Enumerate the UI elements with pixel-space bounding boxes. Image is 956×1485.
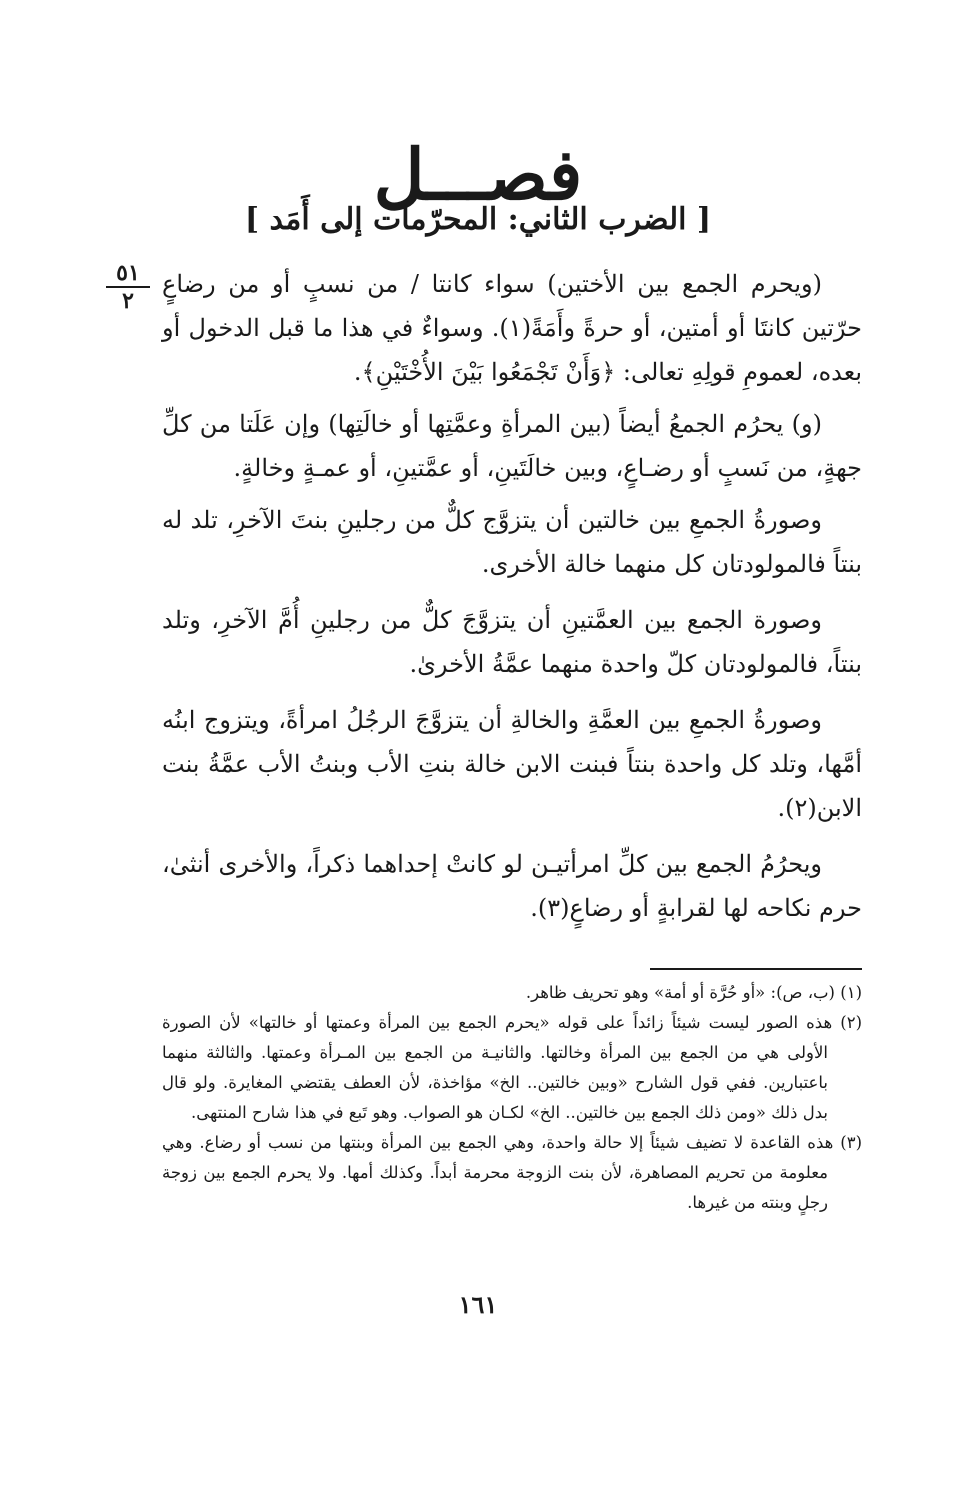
paragraph-aunts: (و) يحرُم الجمعُ أيضاً (بين المرأةِ وعمَّتِها أو خالَتِها) وإن عَلَتا من كلِّ جهةٍ، من نَسبٍ أو رضـاعٍ، وبين خالَتَينِ، أو عمَّتينِ، أو عمـةٍ وخالةٍ. [162, 410, 862, 482]
paragraph-two-maternal-aunts: وصورةُ الجمعِ بين خالتين أن يتزوَّج كلٌّ من رجلينِ بنتَ الآخرِ، تلد له بنتاً فالمولودتان كل منهما خالة الأخرى. [162, 506, 862, 578]
footnotes [162, 978, 862, 1218]
paragraph-two-paternal-aunts: وصورة الجمع بين العمَّتينِ أن يتزوَّجَ كلٌّ من رجلينِ أُمَّ الآخرِ، وتلد بنتاً، فالمولودتان كلّ واحدة منهما عمَّةُ الأخرىٰ. [162, 606, 862, 678]
paragraph-general-rule: ويحرُمُ الجمع بين كلِّ امرأتيـن لو كانتْ إحداهما ذكراً، والأخرى أنثىٰ، حرم نكاحه لها لقرابةٍ أو رضاعٍ(٣). [162, 850, 862, 922]
margin-reference-numerator: ٥١ [106, 262, 150, 288]
margin-page-reference [106, 262, 150, 312]
page-number: ١٦١ [458, 1290, 498, 1319]
footnote-1: (١) (ب، ص): «أو حُرَّة أو أمة» وهو تحريف ظاهر. [525, 983, 862, 1002]
footnote-2: (٢) هذه الصور ليست شيئاً زائداً على قوله «يحرم الجمع بين المرأة وعمتها أو خالتها» لأن الصورة الأولى هي من الجمع بين المرأة وخالتها. والثانيـة من الجمع بين المـرأة وعمتها. والثالثة منهما باعتبارين. ففي قول الشارح «وبين خالتين.. الخ» مؤاخذة، لأن العطف يقتضي المغايرة. ولو قال بدل ذلك «ومن ذلك الجمع بين خالتين.. الخ» لكـان هو الصواب. وهو تَبع في هذا شارح المنتهى. [162, 1013, 862, 1122]
paragraph-aunt-and-aunt: وصورةُ الجمعِ بين العمَّةِ والخالةِ أن يتزوَّجَ الرجُلُ امرأةً، ويتزوج ابنُه أمَّها، وتلد كل واحدة بنتاً فبنت الابن خالة بنتِ الأب وبنتُ الأب عمَّةُ بنت الابن(٢). [162, 706, 862, 822]
section-ornament-text: فصـــل [373, 133, 583, 216]
section-heading: [ الضرب الثاني: المحرّمات إلى أَمَد ] [244, 202, 712, 237]
paragraph-sisters: (ويحرم الجمع بين الأختين) سواء كانتا / من نسبٍ أو من رضاعٍ حرّتين كانتَا أو أمتين، أو حرةً وأَمَةً(١). وسواءٌ في هذا ما قبل الدخول أو بعده، لعمومِ قولِهِ تعالى: ﴿وَأَنْ تَجْمَعُوا بَيْنَ الأُخْتَيْنِ﴾. [162, 270, 862, 386]
footnote-divider [650, 968, 862, 970]
margin-reference-denominator: ٢ [122, 288, 134, 314]
footnote-3: (٣) هذه القاعدة لا تضيف شيئاً إلا حالة واحدة، وهي الجمع بين المرأة وبنتها من نسب أو رضاع. وهي معلومة من تحريم المصاهرة، لأن بنت الزوجة محرمة أبداً. وكذلك أمها. ولا يحرم الجمع بين زوجة رجلٍ وبنته من غيرها. [162, 1133, 862, 1212]
main-text [162, 262, 862, 942]
